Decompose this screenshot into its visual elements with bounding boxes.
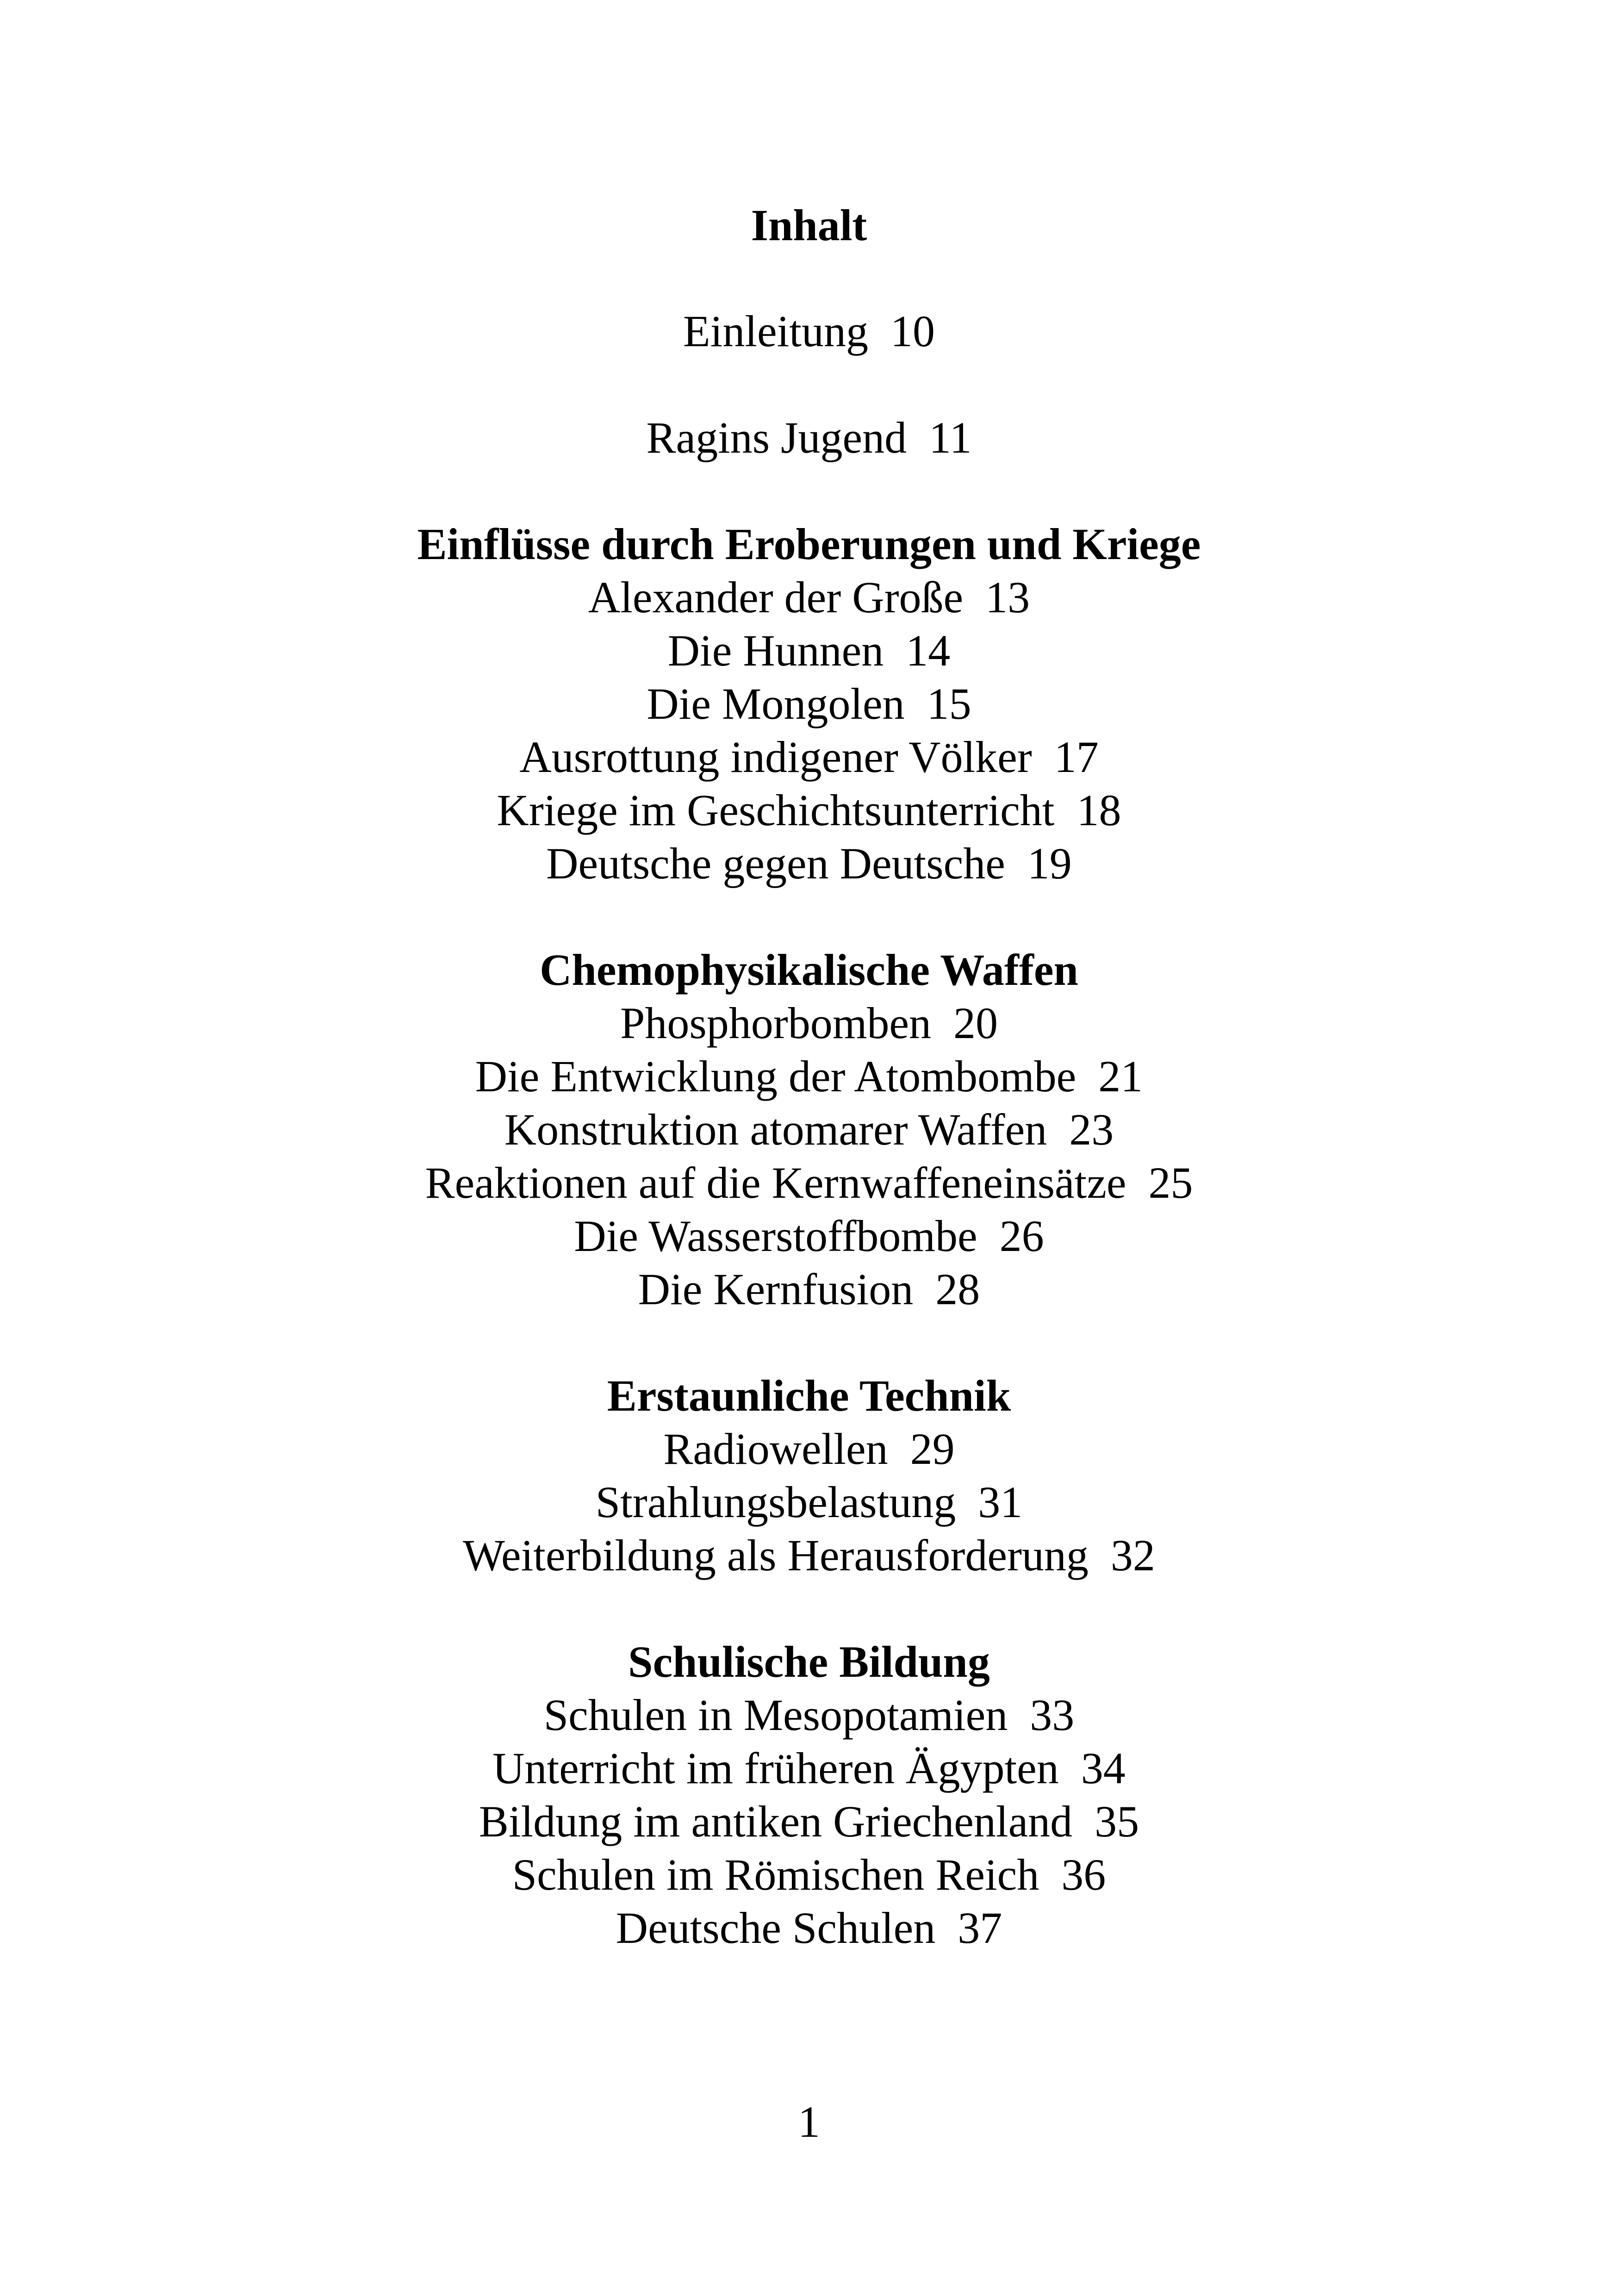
toc-entry: Die Mongolen 15 bbox=[647, 679, 971, 728]
toc-entry-einleitung: Einleitung 10 bbox=[683, 306, 935, 356]
toc-entry: Strahlungsbelastung 31 bbox=[595, 1477, 1023, 1527]
page-number: 1 bbox=[798, 2097, 820, 2147]
toc-entry: Alexander der Große 13 bbox=[588, 572, 1030, 622]
toc-entry: Bildung im antiken Griechenland 35 bbox=[479, 1797, 1139, 1846]
section-heading: Erstaunliche Technik bbox=[607, 1371, 1011, 1420]
toc-entry: Radiowellen 29 bbox=[663, 1424, 955, 1474]
toc-entry: Weiterbildung als Herausforderung 32 bbox=[463, 1531, 1155, 1580]
toc-entry: Unterricht im früheren Ägypten 34 bbox=[492, 1743, 1126, 1793]
toc-entry: Konstruktion atomarer Waffen 23 bbox=[504, 1105, 1114, 1154]
toc-entry: Deutsche Schulen 37 bbox=[616, 1903, 1002, 1953]
toc-entry: Deutsche gegen Deutsche 19 bbox=[546, 839, 1072, 888]
toc-entry: Die Kernfusion 28 bbox=[638, 1264, 980, 1314]
toc-entry-ragins-jugend: Ragins Jugend 11 bbox=[646, 413, 972, 462]
toc-entry: Schulen im Römischen Reich 36 bbox=[512, 1850, 1106, 1899]
toc-entry: Phosphorbomben 20 bbox=[620, 998, 998, 1048]
toc-entry: Reaktionen auf die Kernwaffeneinsätze 25 bbox=[425, 1158, 1193, 1207]
toc-entry: Die Hunnen 14 bbox=[667, 626, 951, 675]
section-heading: Einflüsse durch Eroberungen und Kriege bbox=[417, 519, 1201, 569]
toc-entry: Schulen in Mesopotamien 33 bbox=[543, 1690, 1075, 1740]
toc-entry: Die Entwicklung der Atombombe 21 bbox=[475, 1052, 1143, 1101]
section-heading: Schulische Bildung bbox=[628, 1637, 990, 1686]
toc-entry: Ausrottung indigener Völker 17 bbox=[519, 732, 1099, 782]
section-heading: Chemophysikalische Waffen bbox=[540, 945, 1078, 995]
toc-entry: Die Wasserstoffbombe 26 bbox=[574, 1211, 1044, 1261]
page-title: Inhalt bbox=[751, 200, 867, 250]
toc-entry: Kriege im Geschichtsunterricht 18 bbox=[497, 785, 1121, 835]
